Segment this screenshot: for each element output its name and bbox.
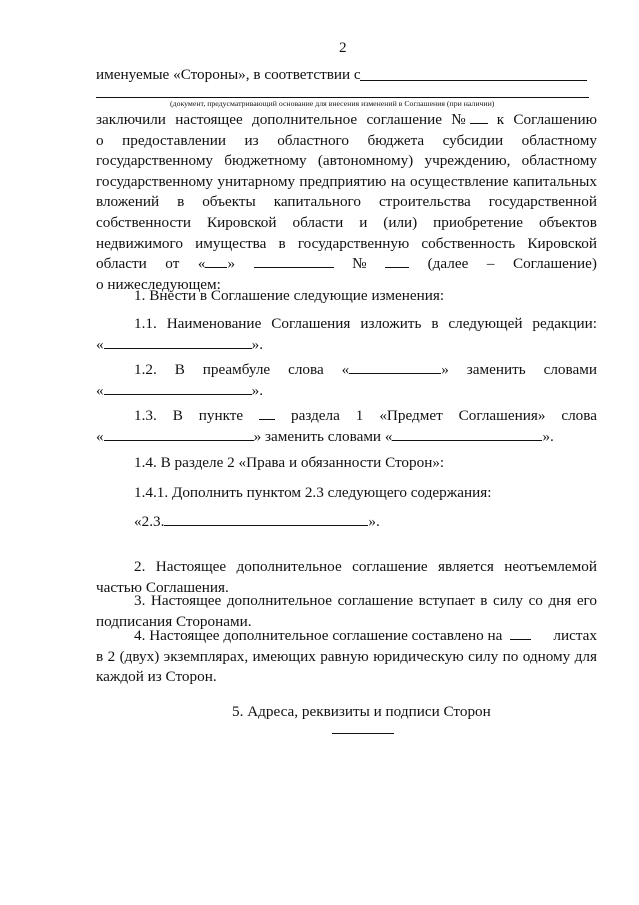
- word: 1.3.: [134, 407, 157, 424]
- word: учреждению,: [424, 152, 511, 170]
- word: 3.: [134, 592, 146, 609]
- new-words-blank: [104, 381, 252, 395]
- item-4: [96, 626, 597, 688]
- word: Настоящее: [150, 592, 222, 609]
- item-1-2: [96, 360, 597, 401]
- word: капитальных: [512, 172, 597, 190]
- word: 1: [355, 407, 364, 424]
- word: предприятию: [299, 172, 387, 190]
- word: (или): [383, 213, 418, 231]
- word: –: [486, 255, 495, 273]
- word: со: [528, 592, 543, 609]
- word: капитального: [273, 193, 362, 211]
- word: от: [165, 255, 180, 273]
- word: неотъемлемой: [504, 558, 597, 575]
- day-blank: [205, 254, 227, 268]
- agreement-number: №: [451, 110, 487, 131]
- basis-document-blank: [360, 80, 587, 81]
- word: областному: [521, 152, 597, 170]
- word: и: [359, 213, 368, 231]
- clause-2-3: [134, 512, 380, 532]
- word: дополнительное: [251, 111, 358, 128]
- word: вложений: [96, 193, 160, 211]
- word: по: [502, 647, 519, 665]
- page-number: 2: [339, 39, 347, 56]
- clause-number-blank: [259, 406, 275, 420]
- item-1-1: [96, 314, 597, 355]
- word: юридическую: [373, 647, 464, 665]
- clause-2-3-blank: [164, 512, 368, 526]
- word: государственную: [297, 234, 410, 252]
- word: в: [431, 315, 439, 332]
- basis-document-blank-line2: [96, 97, 589, 98]
- preamble-ending: о нижеследующем:: [96, 275, 221, 293]
- word: собственности: [96, 213, 191, 231]
- word: словами: [543, 361, 597, 378]
- word: заключили: [96, 111, 166, 128]
- word: слова: [561, 407, 597, 424]
- word: В: [172, 407, 183, 424]
- word: строительства: [378, 193, 471, 211]
- replace-words-text: » заменить словами «: [253, 427, 393, 445]
- item-1: 1. Внести в Соглашение следующие изменения:: [134, 287, 445, 304]
- word: «Предмет: [379, 407, 443, 424]
- word: областного: [277, 131, 349, 149]
- word: №: [352, 255, 367, 273]
- word: преамбуле: [202, 361, 271, 378]
- item-1-4: 1.4. В разделе 2 «Права и обязанности Сторон»:: [134, 454, 445, 471]
- item-2-line2: частью Соглашения.: [96, 578, 229, 596]
- quote-open: «: [96, 381, 104, 399]
- clause-2-3-label: «2.3.: [134, 513, 165, 530]
- word: Кировской: [527, 234, 597, 252]
- word: слова: [288, 361, 324, 378]
- word: областному: [521, 131, 597, 149]
- end-divider: [332, 733, 394, 734]
- basis-caption: (документ, предусматривающий основание для внесения изменений в Соглашения (при наличии): [170, 99, 495, 108]
- word: Соглашению: [513, 111, 597, 128]
- new-title-blank: [104, 335, 252, 349]
- word: в: [96, 647, 104, 665]
- word: осуществление: [409, 172, 509, 190]
- word: дня: [548, 592, 572, 609]
- word: равную: [320, 647, 369, 665]
- quote-open: «: [96, 427, 104, 445]
- quote-close: ».: [251, 381, 263, 399]
- new-words-blank: [392, 427, 542, 441]
- item-4-text: 4. Настоящее дополнительное соглашение составлено на: [134, 627, 503, 644]
- word: дополнительное: [236, 558, 342, 575]
- word: листах: [553, 627, 597, 644]
- quote-open: «: [96, 335, 104, 353]
- word: соглашение: [337, 592, 414, 609]
- quote-close: ».: [251, 335, 263, 353]
- item-1-3: [96, 406, 597, 447]
- item-5-heading: 5. Адреса, реквизиты и подписи Сторон: [232, 703, 491, 720]
- word: государственному: [96, 172, 214, 190]
- date-month-year-blank: [254, 254, 334, 268]
- word: из: [244, 131, 259, 149]
- word: В: [174, 361, 185, 378]
- word: 1.2.: [134, 361, 157, 378]
- word: редакции:: [532, 315, 597, 332]
- word: Соглашения: [271, 315, 351, 332]
- word: на: [390, 172, 406, 190]
- word: одному: [522, 647, 571, 665]
- word: Кировской: [206, 213, 277, 231]
- word: следующей: [448, 315, 523, 332]
- word: области: [96, 255, 147, 273]
- word: (автономному): [317, 152, 414, 170]
- word: в: [480, 592, 488, 609]
- word: экземплярах,: [163, 647, 249, 665]
- word: о: [96, 131, 104, 149]
- number-blank: [470, 110, 488, 124]
- word: изложить: [360, 315, 422, 332]
- word: Настоящее: [155, 558, 227, 575]
- word: настоящее: [175, 111, 243, 128]
- word: дополнительное: [226, 592, 333, 609]
- word: соглашение: [352, 558, 428, 575]
- word: пункте: [198, 407, 244, 424]
- word: 2.: [134, 558, 146, 575]
- word: государственному: [96, 152, 214, 170]
- word: предоставлении: [122, 131, 227, 149]
- word: является: [438, 558, 494, 575]
- word: Наименование: [166, 315, 262, 332]
- number-blank: [385, 254, 409, 268]
- word: 2: [107, 647, 116, 665]
- intro-text: именуемые «Стороны», в соответствии с: [96, 66, 361, 83]
- word: бюджета: [367, 131, 425, 149]
- item-4-line3: каждой из Сторон.: [96, 668, 217, 686]
- word: области: [292, 213, 344, 231]
- word: силу: [468, 647, 499, 665]
- word: Соглашения»: [458, 407, 546, 424]
- old-words: « »: [341, 361, 449, 378]
- word: для: [574, 647, 597, 665]
- word: раздела: [291, 407, 340, 424]
- word: в: [177, 193, 185, 211]
- word: его: [576, 592, 597, 609]
- word: субсидии: [442, 131, 504, 149]
- word: заменить: [466, 361, 526, 378]
- word: Соглашение): [512, 255, 597, 273]
- word: имеющих: [252, 647, 316, 665]
- item-1-4-1: 1.4.1. Дополнить пунктом 2.3 следующего содержания:: [134, 484, 492, 501]
- preamble-paragraph: [96, 110, 597, 295]
- word: в: [278, 234, 286, 252]
- word: имущества: [195, 234, 267, 252]
- word: силу: [492, 592, 524, 609]
- word: вступает: [418, 592, 475, 609]
- word: (далее: [427, 255, 469, 273]
- word: к: [496, 111, 505, 128]
- word: 1.1.: [134, 315, 157, 332]
- sheet-count-blank: [510, 626, 531, 640]
- word: объекты: [202, 193, 256, 211]
- item-3-line2: подписания Сторонами.: [96, 612, 252, 630]
- word: соглашение: [366, 111, 442, 128]
- quote-close: ».: [542, 427, 554, 445]
- word: бюджетному: [224, 152, 307, 170]
- word: недвижимого: [96, 234, 183, 252]
- word: (двух): [119, 647, 160, 665]
- date-day: « »: [197, 255, 236, 273]
- quote-close: ».: [368, 513, 380, 530]
- old-words-blank: [104, 427, 254, 441]
- word: государственной: [488, 193, 597, 211]
- word: объектов: [539, 213, 597, 231]
- word: собственность: [421, 234, 516, 252]
- word: унитарному: [217, 172, 296, 190]
- word: приобретение: [433, 213, 524, 231]
- old-words-blank: [349, 360, 441, 374]
